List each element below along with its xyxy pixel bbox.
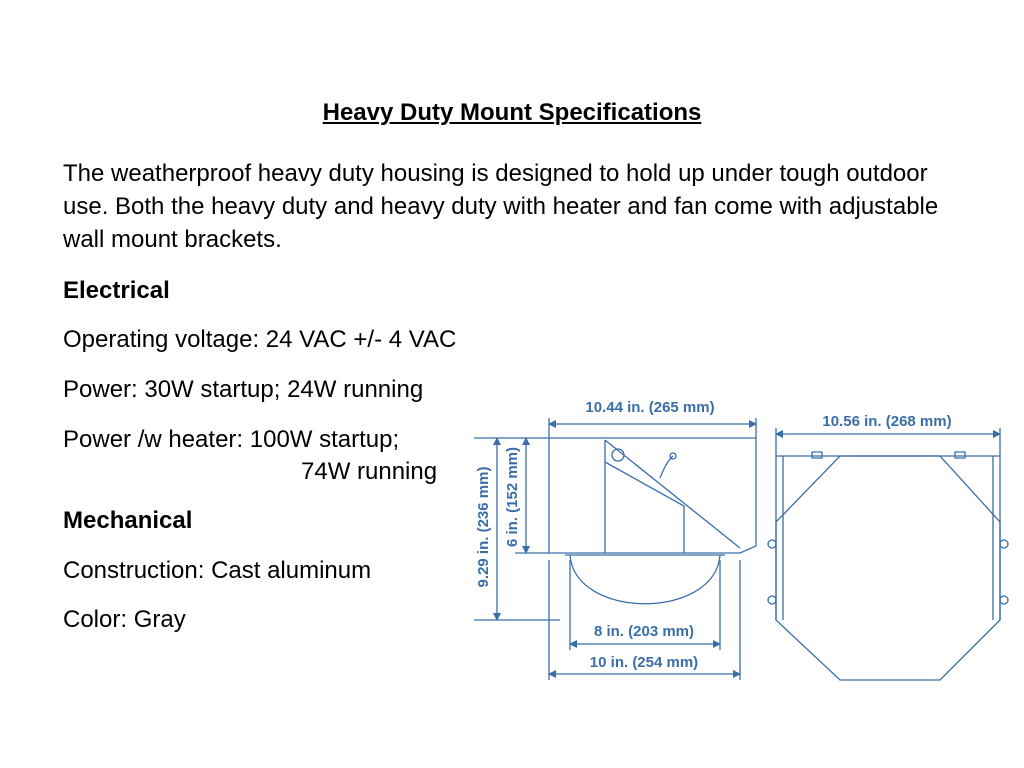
side-dome (570, 555, 720, 604)
color-spec: Color: Gray (63, 606, 186, 633)
electrical-heading: Electrical (63, 277, 170, 304)
dim-dome-width-label: 8 in. (203 mm) (593, 623, 695, 640)
power-spec: Power: 30W startup; 24W running (63, 376, 424, 403)
heater-running-spec: 74W running (301, 458, 438, 485)
dim-front-width-label: 10.56 in. (268 mm) (822, 413, 952, 430)
front-view (768, 452, 1008, 680)
dimension-lines (474, 418, 1000, 680)
page-title: Heavy Duty Mount Specifications (322, 99, 702, 126)
heater-power-spec: Power /w heater: 100W startup; (63, 426, 400, 453)
dim-base-width-label: 10 in. (254 mm) (589, 654, 699, 671)
side-view (549, 438, 756, 604)
front-housing-octagon (776, 456, 1000, 680)
intro-paragraph: The weatherproof heavy duty housing is designed to hold up under tough outdoor use. Both the heavy duty and heavy duty with heater and fan come with adjustable wall mount brackets. (63, 160, 939, 253)
dim-side-width-label: 10.44 in. (265 mm) (585, 399, 715, 416)
mechanical-heading: Mechanical (63, 507, 193, 534)
operating-voltage: Operating voltage: 24 VAC +/- 4 VAC (63, 326, 457, 353)
dim-housing-height-label: 6 in. (152 mm) (504, 446, 521, 548)
latch-hook (660, 456, 673, 478)
construction-spec: Construction: Cast aluminum (63, 557, 372, 584)
dim-total-height-label: 9.29 in. (236 mm) (475, 466, 492, 588)
